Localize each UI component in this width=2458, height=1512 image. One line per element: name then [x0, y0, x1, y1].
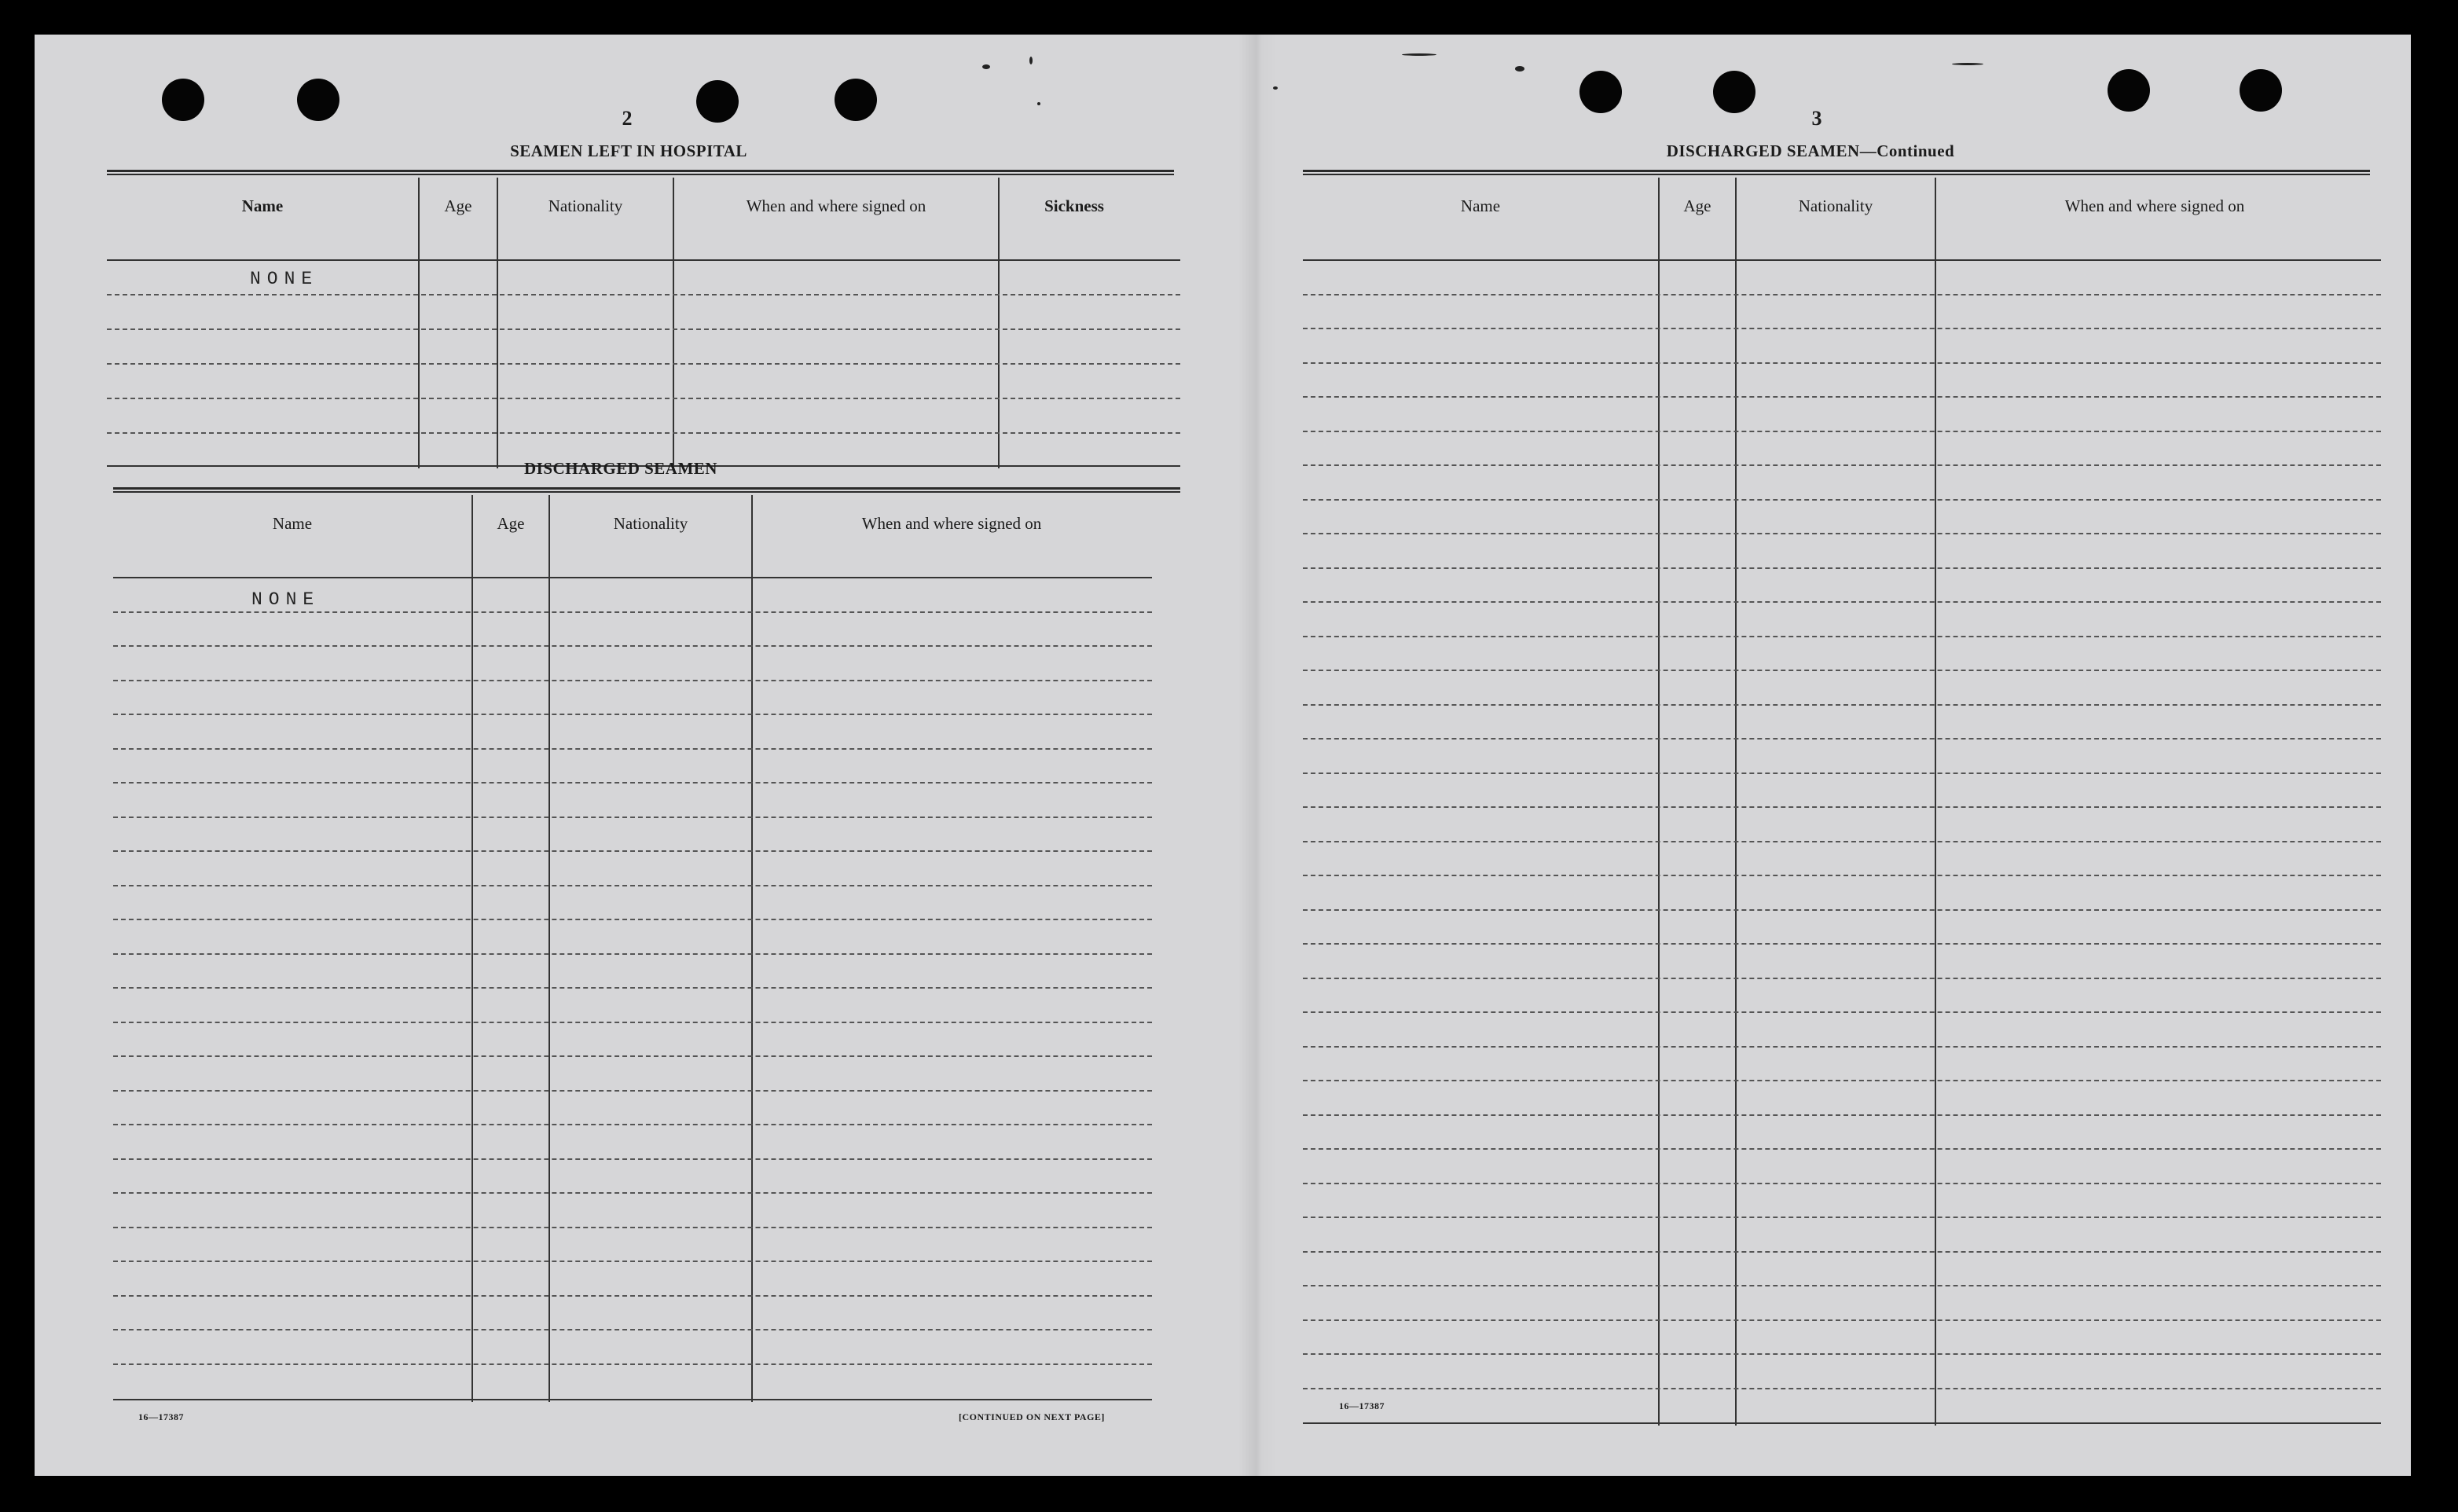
ruled-line [113, 1363, 1152, 1365]
ruled-line [113, 850, 1152, 852]
ruled-line [113, 748, 1152, 750]
table-bottom-rule [1303, 1422, 2381, 1424]
ruled-line [107, 363, 1180, 365]
discharged-continued-title-main: DISCHARGED SEAMEN [1666, 141, 1860, 160]
hospital-table [107, 178, 1180, 468]
column-divider [1735, 178, 1737, 1426]
hospital-col-age: Age [444, 196, 472, 215]
ruled-line [1303, 362, 2381, 364]
discharged-entry-name: NONE [251, 589, 321, 610]
ruled-line [113, 919, 1152, 920]
column-divider [998, 178, 1000, 468]
punch-hole [1713, 71, 1755, 113]
ruled-line [1303, 1319, 2381, 1321]
ruled-line [107, 398, 1180, 399]
ruled-line [113, 680, 1152, 681]
ruled-line [113, 1261, 1152, 1262]
speck [1037, 102, 1040, 105]
punch-hole [696, 80, 739, 123]
discharged-continued-title [1638, 141, 1983, 161]
discharged-col-name: Name [272, 514, 313, 533]
discharged-col-nationality: Nationality [613, 514, 688, 533]
ruled-line [1303, 1285, 2381, 1286]
column-divider [471, 495, 473, 1402]
ruled-line [1303, 636, 2381, 637]
punch-hole [2240, 69, 2282, 112]
punch-hole [2108, 69, 2150, 112]
ruled-line [113, 1124, 1152, 1125]
header-rule [113, 577, 1152, 578]
ruled-line [113, 782, 1152, 784]
ruled-line [1303, 499, 2381, 501]
ruled-line [113, 1227, 1152, 1228]
ruled-line [113, 1158, 1152, 1160]
header-rule [107, 259, 1180, 261]
ruled-line [1303, 704, 2381, 706]
ruled-line [113, 714, 1152, 715]
hospital-title-rule [107, 170, 1174, 175]
ruled-line [1303, 533, 2381, 534]
ruled-line [113, 611, 1152, 613]
ruled-line [1303, 1353, 2381, 1355]
discharged-col-when-where: When and where signed on [861, 514, 1042, 533]
ruled-line [113, 885, 1152, 886]
speck [1952, 63, 1983, 65]
document-sheet [35, 35, 2411, 1476]
ruled-line [1303, 841, 2381, 842]
column-divider [548, 495, 550, 1402]
ruled-line [1303, 1388, 2381, 1389]
ruled-line [1303, 294, 2381, 295]
speck [982, 64, 990, 69]
column-divider [751, 495, 753, 1402]
form-number-left: 16—17387 [138, 1411, 184, 1422]
punch-hole [162, 79, 204, 121]
discharged-table-left [113, 495, 1187, 1416]
ruled-line [1303, 909, 2381, 911]
ruled-line [1303, 1114, 2381, 1116]
ruled-line [1303, 601, 2381, 603]
ruled-line [1303, 396, 2381, 398]
page-number-right: 3 [1811, 107, 1822, 130]
speck [1515, 66, 1524, 72]
page-fold [1238, 35, 1278, 1476]
ruled-line [1303, 773, 2381, 774]
ruled-line [1303, 1217, 2381, 1218]
speck [1029, 57, 1033, 64]
ruled-line [113, 1295, 1152, 1297]
ruled-line [1303, 1183, 2381, 1184]
ruled-line [1303, 328, 2381, 329]
ruled-line [1303, 1148, 2381, 1150]
ruled-line [113, 1329, 1152, 1330]
ruled-line [113, 817, 1152, 818]
ruled-line [113, 1022, 1152, 1023]
ruled-line [107, 294, 1180, 295]
right-title-rule [1303, 170, 2370, 175]
ruled-line [113, 987, 1152, 989]
form-number-right: 16—17387 [1339, 1400, 1385, 1411]
discharged-section-title: DISCHARGED SEAMEN [524, 459, 717, 478]
ruled-line [1303, 978, 2381, 979]
ruled-line [113, 1090, 1152, 1092]
ruled-line [107, 432, 1180, 434]
discharged-title-rule [113, 487, 1180, 493]
ruled-line [1303, 738, 2381, 739]
ruled-line [1303, 1251, 2381, 1253]
ruled-line [1303, 670, 2381, 671]
ruled-line [1303, 1080, 2381, 1081]
speck [1402, 53, 1436, 56]
ruled-line [1303, 464, 2381, 466]
right-col-name: Name [1460, 196, 1501, 215]
column-divider [1935, 178, 1936, 1426]
right-col-when-where: When and where signed on [2064, 196, 2245, 215]
hospital-section-title: SEAMEN LEFT IN HOSPITAL [510, 141, 747, 160]
ruled-line [1303, 1046, 2381, 1048]
column-divider [418, 178, 420, 468]
speck [1273, 86, 1278, 90]
ruled-line [113, 1055, 1152, 1057]
ruled-line [1303, 875, 2381, 876]
right-col-age: Age [1683, 196, 1711, 215]
hospital-col-when-where: When and where signed on [746, 196, 926, 215]
punch-hole [297, 79, 339, 121]
header-rule [1303, 259, 2381, 261]
ruled-line [1303, 1011, 2381, 1013]
hospital-col-nationality: Nationality [548, 196, 623, 215]
punch-hole [835, 79, 877, 121]
column-divider [497, 178, 498, 468]
hospital-col-name: Name [241, 196, 284, 215]
ruled-line [113, 1192, 1152, 1194]
discharged-table-right [1303, 178, 2384, 1427]
ruled-line [1303, 943, 2381, 945]
ruled-line [113, 953, 1152, 955]
column-divider [673, 178, 674, 468]
punch-hole [1579, 71, 1622, 113]
discharged-continued-suffix: —Continued [1859, 141, 1955, 160]
page-number-left: 2 [622, 107, 633, 130]
ruled-line [1303, 431, 2381, 432]
ruled-line [1303, 806, 2381, 808]
column-divider [1658, 178, 1660, 1426]
ruled-line [113, 645, 1152, 647]
right-col-nationality: Nationality [1798, 196, 1873, 215]
continued-note: [CONTINUED ON NEXT PAGE] [959, 1411, 1105, 1422]
hospital-col-sickness: Sickness [1044, 196, 1104, 215]
ruled-line [1303, 567, 2381, 569]
discharged-col-age: Age [497, 514, 525, 533]
hospital-entry-name: NONE [250, 269, 319, 289]
table-bottom-rule [113, 1399, 1152, 1400]
ruled-line [107, 328, 1180, 330]
